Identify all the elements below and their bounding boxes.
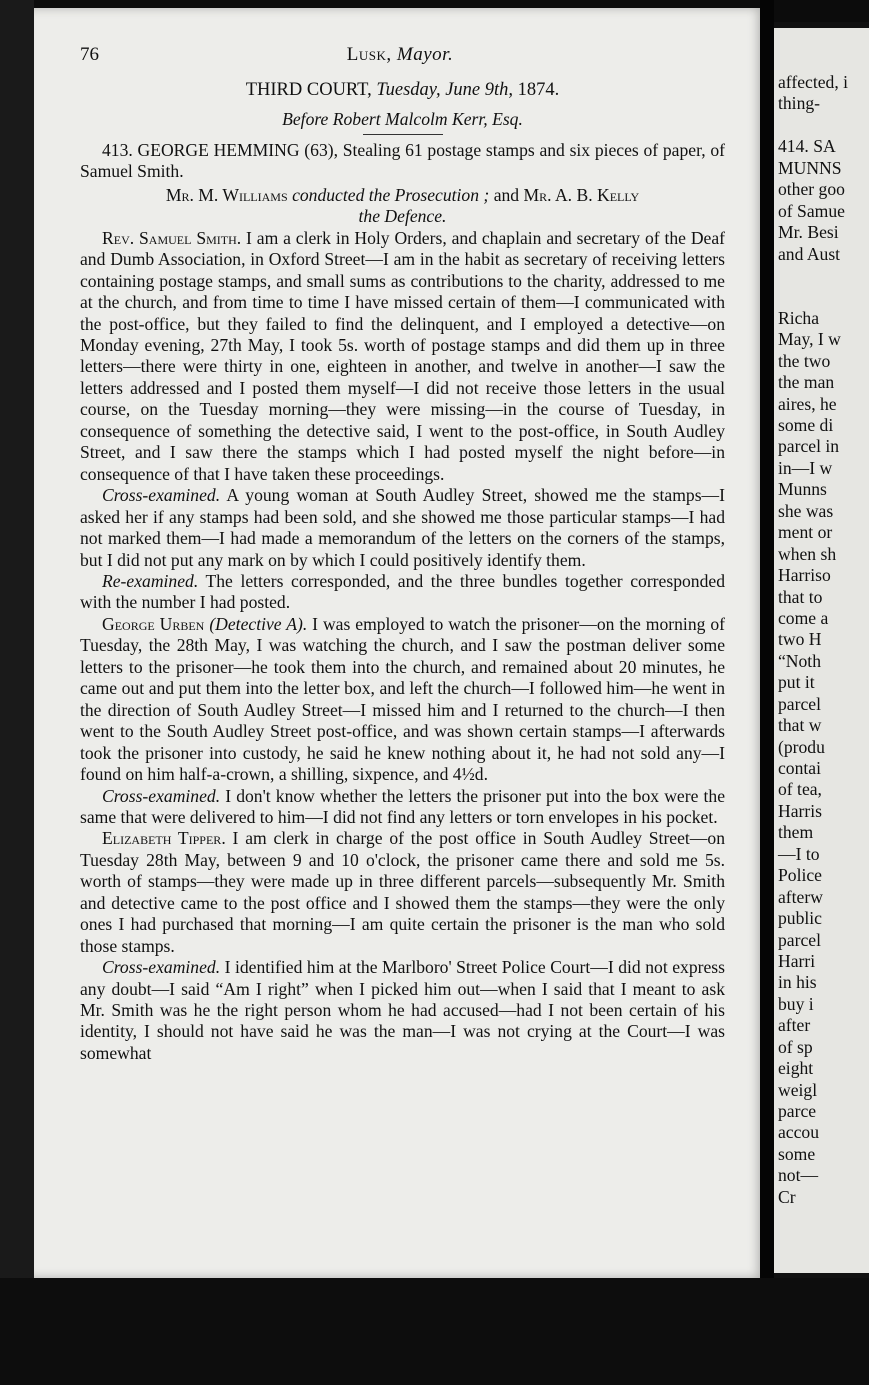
facing-page-line: “Noth (778, 650, 821, 671)
page-body (80, 80, 725, 1064)
facing-page-line: them (778, 822, 814, 843)
facing-page-line: May, I w (778, 329, 841, 350)
facing-page-line: put it (778, 672, 815, 693)
court-heading (80, 80, 725, 101)
facing-page-line: in—I w (778, 457, 833, 478)
witness-name: Elizabeth Tipper. (102, 828, 226, 849)
counsel-and: and (493, 184, 520, 205)
facing-page-line: Harri (778, 950, 816, 971)
testimony-text: I am clerk in charge of the post office in South Audley Street—on Tuesday 28th May, between 9 and 10 o'clock, the prisoner came there and sold me 5s. worth of stamps—they were made up in three different parcels—subsequently Mr. Smith and detective came to the post office and I showed them the stamps—they were the only ones I had purchased that morning—I am quite certain the prisoner is the man who sold those stamps. (80, 828, 725, 956)
facing-page-line: aires, he (778, 393, 837, 414)
prosecution-counsel: Mr. M. Williams (165, 184, 288, 205)
facing-page-line: that w (778, 715, 822, 736)
facing-page-line: not— (778, 1165, 819, 1186)
facing-page-line: in his (778, 972, 817, 993)
facing-page-line: after (778, 1015, 811, 1036)
facing-page-line: other goo (778, 179, 845, 200)
testimony-text: I am a clerk in Holy Orders, and chaplain and secretary of the Deaf and Dumb Association, in Oxford Street—I am in the habit as secretary of receiving letters containing postage stamps, and small sums as contributions to the charity, addressed to me at the church, and from time to time I have missed certain of them—I communicated with the post-office, but they failed to find the delinquent, and I employed a detective—on Monday evening, 27th May, I took 5s. worth of postage stamps and did them up in three letters—there were thirty in one, eighteen in another, and twelve in another—I saw the letters addressed and I posted them myself—I did not receive those letters in the usual course, on the Tuesday morning—they were missing—in the course of Tuesday, in consequence of something the detective said, I went to the post-office, in South Audley Street, and I saw there the stamps which I had posted myself the night before—in consequence of that I have taken these proceedings. (80, 227, 726, 484)
court-date: June 9th, (445, 80, 514, 100)
case-heading: 413. GEORGE HEMMING (63), Stealing 61 postage stamps and six pieces of paper, of Samuel Smith. (80, 139, 725, 182)
facing-page-line: the man (778, 372, 835, 393)
facing-page-line: when sh (778, 543, 837, 564)
facing-page-line (778, 265, 869, 286)
book-gutter (760, 0, 774, 1280)
divider (363, 134, 443, 135)
examination-label: Cross-examined. (102, 485, 221, 506)
facing-page-line: eight (778, 1058, 814, 1079)
testimony-paragraph (80, 485, 725, 571)
page-header (80, 44, 720, 74)
facing-page-line: parce (778, 1101, 817, 1121)
facing-page-line: that to (778, 586, 823, 607)
defence-role: the Defence. (358, 206, 447, 227)
judge-line: Before Robert Malcolm Kerr, Esq. (282, 109, 523, 130)
testimony-paragraph (80, 571, 725, 614)
facing-page-line: come a (778, 607, 829, 628)
facing-page-line: —I to (778, 843, 820, 864)
facing-page-line: Police (778, 865, 822, 886)
facing-page-line (778, 286, 869, 307)
testimony-text: I was employed to watch the prisoner—on the morning of Tuesday, the 28th May, I was watching the church, and I saw the postman deliver some letters to the prisoner—he took them into the church, and remained about 20 minutes, he came out and put them into the letter box, and left the church—I followed him—he went in the direction of South Audley Street—I missed him and I returned to the church—I then went to the South Audley Street post-office, and was shown certain stamps—I afterwards took the prisoner into custody, he said he knew nothing about it, he had not sold any—I found on him half-a-crown, a shilling, sixpence, and 4½d. (80, 613, 726, 785)
facing-page-line: parcel (778, 929, 821, 950)
facing-page-text (778, 72, 869, 1208)
facing-page-line: contai (778, 758, 821, 778)
testimony-text: I don't know whether the letters the prisoner put into the box were the same that were delivered to him—I did not find any letters or torn envelopes in his pocket. (80, 785, 725, 827)
testimony-paragraph (80, 828, 725, 957)
facing-page-line: Harriso (778, 565, 831, 586)
scan-border-bottom (0, 1278, 869, 1385)
facing-page-line: Munns (778, 479, 827, 500)
court-day: Tuesday, (376, 80, 441, 100)
testimony-paragraph (80, 228, 725, 485)
testimony-text: The letters corresponded, and the three bundles together corresponded with the number I had posted. (80, 570, 725, 613)
running-head-title: Mayor. (396, 44, 454, 65)
prosecution-role: conducted the Prosecution ; (292, 184, 490, 205)
facing-page-line: parcel (778, 693, 821, 714)
facing-page-line: afterw (778, 886, 823, 907)
page-number: 76 (80, 44, 99, 65)
scan-border-left (0, 0, 34, 1385)
facing-page-line: affected, i (778, 72, 849, 92)
facing-page-line: buy i (778, 993, 814, 1014)
defence-counsel: Mr. A. B. Kelly (523, 184, 640, 205)
court-title: THIRD COURT, (245, 80, 372, 100)
facing-page-line: two H (778, 629, 822, 650)
witness-note: (Detective A). (209, 613, 308, 634)
facing-page-line: of Samue (778, 200, 845, 221)
facing-page-line: Mr. Besi (778, 222, 839, 243)
facing-page-line: ment or (778, 522, 833, 543)
testimony-text: A young woman at South Audley Street, showed me the stamps—I asked her if any stamps had been sold, and she showed me those particular stamps—I had not marked them—I had made a memorandum of the letters on the corners of the stamps, but I did not put any mark on by which I could positively identify them. (80, 485, 725, 570)
facing-page-line: (produ (778, 736, 825, 757)
counsel-line (80, 185, 725, 228)
facing-page-line: Harris (778, 800, 822, 821)
facing-page-line: 414. SA (778, 136, 836, 157)
examination-label: Cross-examined. (102, 957, 221, 978)
facing-page-line: some (778, 1143, 816, 1164)
facing-page-line: thing- (778, 93, 821, 114)
facing-page-line: Cr (778, 1186, 796, 1207)
testimony-paragraph (80, 614, 725, 786)
witness-name: Rev. Samuel Smith. (102, 227, 242, 248)
testimony-text: I identified him at the Marlboro' Street Police Court—I did not express any doubt—I said “Am I right” when I picked him out—when I said that I meant to ask Mr. Smith was he the right person whom he had accused—had I not been certain of his identity, I should not have said he was the man—I was not crying at the Court—I was somewhat (80, 957, 725, 1063)
facing-page-line: parcel in (778, 436, 840, 457)
facing-page-line: public (778, 908, 822, 929)
examination-label: Re-examined. (102, 570, 199, 591)
facing-page-line: the two (778, 350, 831, 371)
facing-page-line: some di (778, 415, 834, 435)
facing-page-line: accou (778, 1122, 820, 1143)
running-head-name: Lusk, (346, 44, 392, 65)
book-page-right (774, 28, 869, 1273)
facing-page-line: weigl (778, 1079, 818, 1100)
witness-name: George Urben (102, 613, 205, 634)
facing-page-line: of sp (778, 1036, 813, 1057)
running-head (80, 44, 720, 66)
examination-label: Cross-examined. (102, 785, 221, 806)
facing-page-line: she was (778, 500, 834, 521)
facing-page-line: and Aust (778, 243, 841, 264)
testimony-paragraph (80, 957, 725, 1064)
court-year: 1874. (517, 80, 560, 100)
facing-page-line: MUNNS (778, 157, 842, 178)
testimony-paragraph (80, 786, 725, 829)
facing-page-line: of tea, (778, 779, 822, 800)
facing-page-line: Richa (778, 307, 820, 328)
facing-page-line (778, 115, 869, 136)
